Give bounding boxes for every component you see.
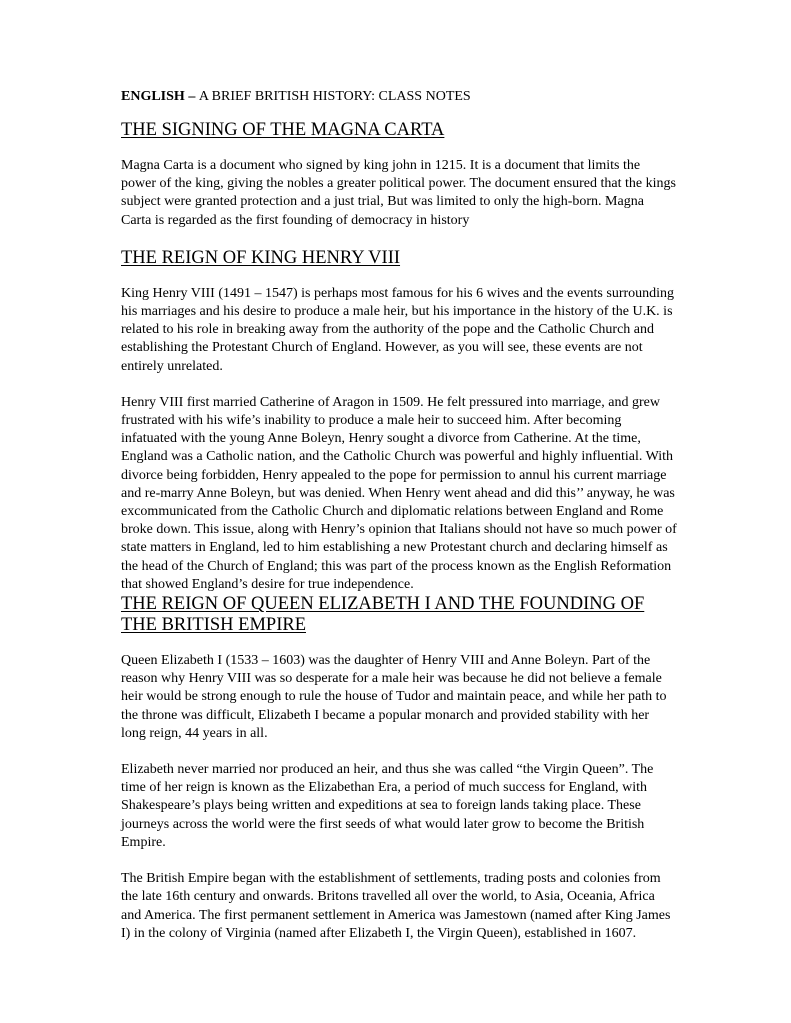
document-header xyxy=(121,88,677,105)
section-heading-elizabeth-i: THE REIGN OF QUEEN ELIZABETH I AND THE FOUNDING OF THE BRITISH EMPIRE xyxy=(121,594,645,636)
section-heading-henry-viii: THE REIGN OF KING HENRY VIII xyxy=(121,247,401,268)
header-title: A BRIEF BRITISH HISTORY: CLASS NOTES xyxy=(198,89,471,104)
paragraph-elizabeth-intro: Queen Elizabeth I (1533 – 1603) was the daughter of Henry VIII and Anne Boleyn. Part of the reason why Henry VIII was so desperate for a male heir was because he did not believe a female heir would be strong enough to rule the house of Tudor and maintain peace, and while her path to the throne was difficult, Elizabeth I became a popular monarch and provided stability with her long reign, 44 years in all. xyxy=(121,653,667,741)
header-separator: – xyxy=(184,89,199,104)
paragraph-henry-viii-intro: King Henry VIII (1491 – 1547) is perhaps most famous for his 6 wives and the events surrounding his marriages and his desire to produce a male heir, but his importance in the history of the U.K. is related to his role in breaking away from the authority of the pope and the Catholic Church and establishing the Protestant Church of England. However, as you will see, these events are not entirely unrelated. xyxy=(121,285,675,374)
header-subject: ENGLISH xyxy=(121,89,185,104)
section-heading-magna-carta: THE SIGNING OF THE MAGNA CARTA xyxy=(121,120,445,140)
paragraph-elizabethan-era: Elizabeth never married nor produced an heir, and thus she was called “the Virgin Queen”. The time of her reign is known as the Elizabethan Era, a period of much success for England, with Shakespeare’s plays being written and expeditions at sea to foreign lands taking place. These journeys across the world were the first seeds of what would later grow to become the British Empire. xyxy=(121,762,654,850)
paragraph-henry-viii-marriage: Henry VIII first married Catherine of Aragon in 1509. He felt pressured into marriage, and grew frustrated with his wife’s inability to produce a male heir to succeed him. After becoming infatuated with the young Anne Boleyn, Henry sought a divorce from Catherine. At the time, England was a Catholic nation, and the Catholic Church was powerful and highly influential. With divorce being forbidden, Henry appealed to the pope for permission to annul his current marriage and re-marry Anne Boleyn, but was denied. When Henry went ahead and did this’’ anyway, he was excommunicated from the Catholic Church and diplomatic relations between England and Rome broke down. This issue, along with Henry’s opinion that Italians should not have so much power of state matters in England, led to him establishing a new Protestant church and declaring himself as the head of the Church of England; this was part of the process known as the English Reformation that showed England’s desire for true independence. xyxy=(121,394,677,592)
paragraph-magna-carta: Magna Carta is a document who signed by king john in 1215. It is a document that limits the power of the king, giving the nobles a greater political power. The document ensured that the kings subject were granted protection and a just trial, But was limited to only the high-born. Magna Carta is regarded as the first founding of democracy in history xyxy=(121,158,676,228)
paragraph-british-empire: The British Empire began with the establishment of settlements, trading posts and colonies from the late 16th century and onwards. Britons travelled all over the world, to Asia, Oceania, Africa and America. The first permanent settlement in America was Jamestown (named after King James I) in the colony of Virginia (named after Elizabeth I, the Virgin Queen), established in 1607. xyxy=(121,871,671,941)
document-page xyxy=(121,88,677,943)
